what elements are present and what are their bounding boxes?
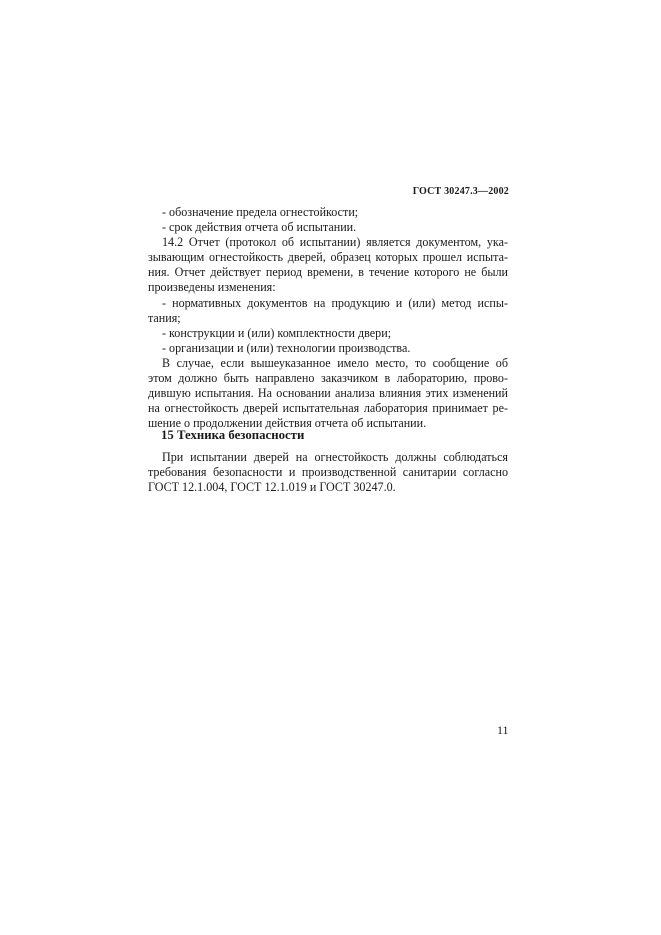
section-15-text bbox=[148, 450, 508, 495]
paragraph-line: При испытании дверей на огнестойкость должны соблюдаться bbox=[162, 450, 508, 464]
paragraph-line: произведены изменения: bbox=[148, 280, 276, 295]
paragraph-line: на огнестойкость дверей испытательная лаборатория принимает ре- bbox=[148, 401, 508, 416]
paragraph-line: - нормативных документов на продукцию и (или) метод испы- bbox=[162, 295, 508, 310]
paragraph-line: требования безопасности и производственной санитарии согласно bbox=[148, 465, 508, 480]
paragraph-line: тания; bbox=[148, 310, 181, 325]
section-14-text bbox=[148, 205, 508, 431]
paragraph-line: 14.2 Отчет (протокол об испытании) является документом, ука- bbox=[162, 235, 508, 250]
section-15-heading: 15 Техника безопасности bbox=[161, 428, 305, 442]
paragraph-line: - обозначение предела огнестойкости; bbox=[162, 205, 359, 219]
paragraph-line: этом должно быть направлено заказчиком в лабораторию, прово- bbox=[148, 371, 508, 386]
paragraph-line: зывающим огнестойкость дверей, образец которых прошел испыта- bbox=[148, 250, 508, 265]
paragraph-line: ГОСТ 12.1.004, ГОСТ 12.1.019 и ГОСТ 30247.0. bbox=[148, 480, 396, 495]
paragraph-line: - срок действия отчета об испытании. bbox=[162, 220, 357, 235]
paragraph-line: шение о продолжении действия отчета об испытании. bbox=[148, 416, 427, 431]
paragraph-line: - организации и (или) технологии производства. bbox=[162, 340, 411, 355]
page-number: 11 bbox=[497, 723, 509, 737]
paragraph-line: В случае, если вышеуказанное имело место, то сообщение об bbox=[162, 355, 508, 370]
paragraph-line: ния. Отчет действует период времени, в течение которого не были bbox=[148, 265, 508, 280]
document-code-header: ГОСТ 30247.3—2002 bbox=[412, 186, 509, 197]
paragraph-line: дившую испытания. На основании анализа влияния этих изменений bbox=[148, 386, 508, 401]
paragraph-line: - конструкции и (или) комплектности двери; bbox=[162, 325, 392, 340]
